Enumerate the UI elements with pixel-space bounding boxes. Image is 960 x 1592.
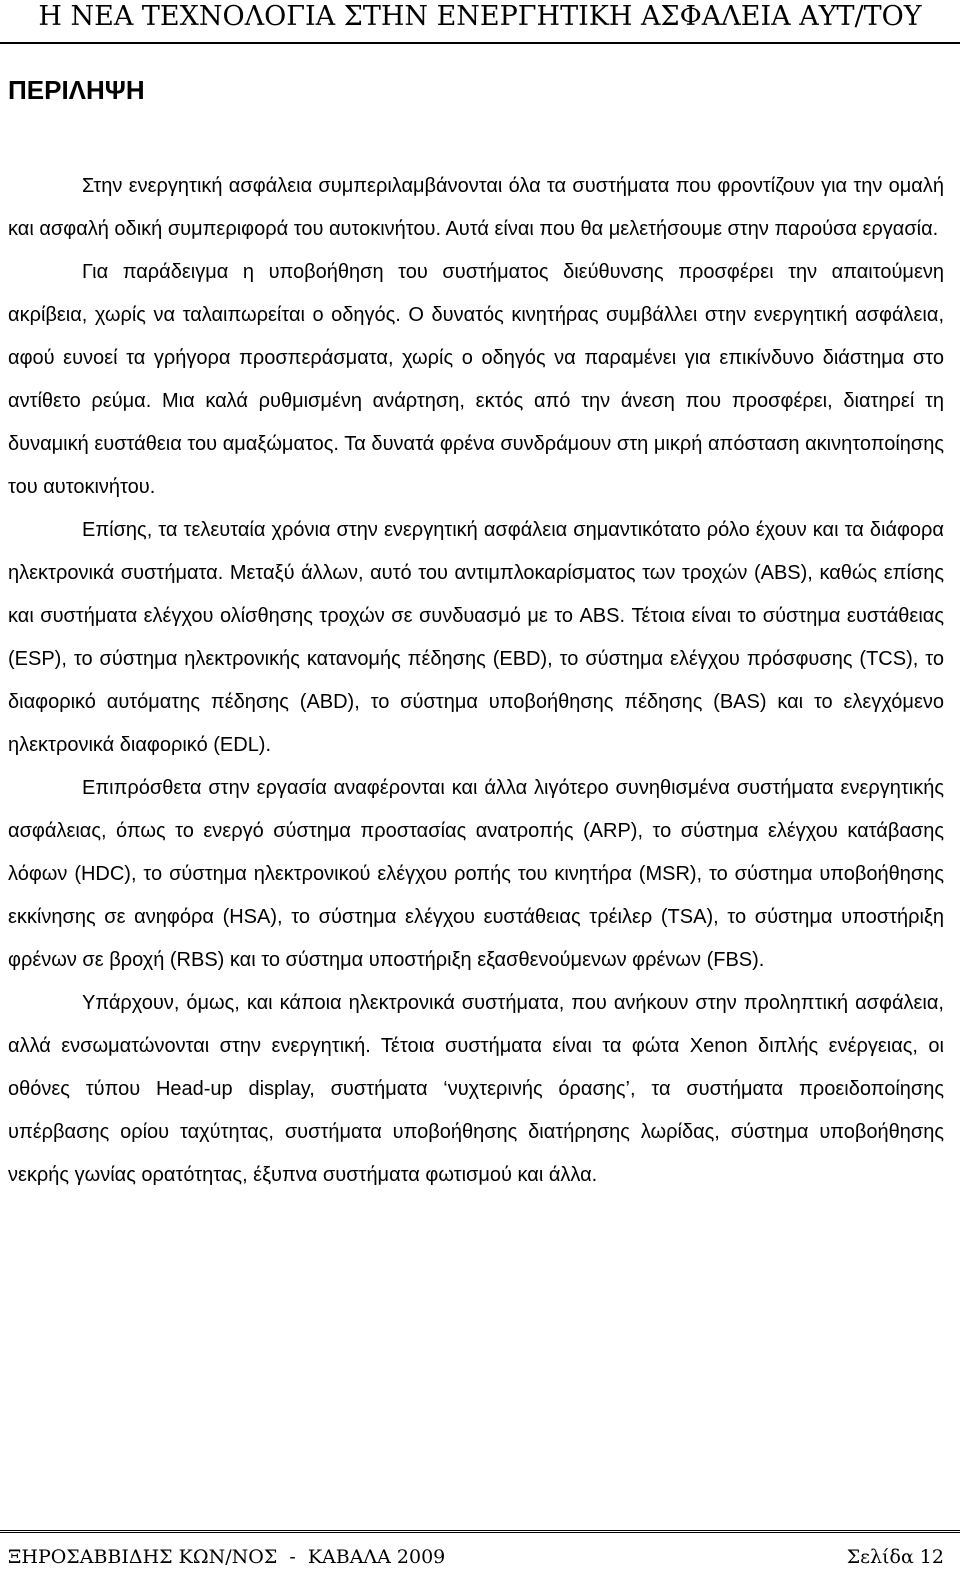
page-footer: [8, 1540, 944, 1574]
document-title: Η ΝΕΑ ΤΕΧΝΟΛΟΓΙΑ ΣΤΗΝ ΕΝΕΡΓΗΤΙΚΗ ΑΣΦΑΛΕΙΑ ΑΥΤ/ΤΟΥ: [38, 1, 922, 32]
footer-divider: [0, 1530, 960, 1533]
page-number: Σελίδα 12: [846, 1546, 944, 1568]
footer-author: ΞΗΡΟΣΑΒΒΙΔΗΣ ΚΩΝ/ΝΟΣ - ΚΑΒΑΛΑ 2009: [8, 1546, 446, 1568]
body-text: [8, 165, 944, 1197]
paragraph-additional-systems: Επιπρόσθετα στην εργασία αναφέρονται και άλλα λιγότερο συνηθισμένα συστήματα ενεργητικής ασφάλειας, όπως το ενεργό σύστημα προστασίας ανατροπής (ARP), το σύστημα ελέγχου κατάβασης λόφων (HDC), το σύστημα ηλεκτρονικού ελέγχου ροπής του κινητήρα (MSR), το σύστημα υποβοήθησης εκκίνησης σε ανηφόρα (HSA), το σύστημα ελέγχου ευστάθειας τρέιλερ (TSA), το σύστημα υποστήριξη φρένων σε βροχή (RBS) και το σύστημα υποστήριξη εξασθενούμενων φρένων (FBS).: [8, 777, 944, 971]
paragraph-examples: Για παράδειγμα η υποβοήθηση του συστήματος διεύθυνσης προσφέρει την απαιτούμενη ακρίβεια, χωρίς να ταλαιπωρείται ο οδηγός. Ο δυνατός κινητήρας συμβάλλει στην ενεργητική ασφάλεια, αφού ευνοεί τα γρήγορα προσπεράσματα, χωρίς ο οδηγός να παραμένει για επικίνδυνο διάστημα στο αντίθετο ρεύμα. Μια καλά ρυθμισμένη ανάρτηση, εκτός από την άνεση που προσφέρει, διατηρεί τη δυναμική ευστάθεια του αμαξώματος. Τα δυνατά φρένα συνδράμουν στη μικρή απόσταση ακινητοποίησης του αυτοκινήτου.: [8, 261, 944, 498]
section-title: ΠΕΡΙΛΗΨΗ: [8, 75, 145, 105]
page-header: [0, 0, 960, 44]
paragraph-electronic-systems: Επίσης, τα τελευταία χρόνια στην ενεργητική ασφάλεια σημαντικότατο ρόλο έχουν και τα διάφορα ηλεκτρονικά συστήματα. Μεταξύ άλλων, αυτό του αντιμπλοκαρίσματος των τροχών (ABS), καθώς επίσης και συστήματα ελέγχου ολίσθησης τροχών σε συνδυασμό με το ABS. Τέτοια είναι το σύστημα ευστάθειας (ESP), το σύστημα ηλεκτρονικής κατανομής πέδησης (EBD), το σύστημα ελέγχου πρόσφυσης (TCS), το διαφορικό αυτόματης πέδησης (ABD), το σύστημα υποβοήθησης πέδησης (BAS) και το ελεγχόμενο ηλεκτρονικά διαφορικό (EDL).: [8, 519, 944, 756]
paragraph-intro: Στην ενεργητική ασφάλεια συμπεριλαμβάνονται όλα τα συστήματα που φροντίζουν για την ομαλή και ασφαλή οδική συμπεριφορά του αυτοκινήτου. Αυτά είναι που θα μελετήσουμε στην παρούσα εργασία.: [8, 175, 944, 240]
paragraph-preventive-systems: Υπάρχουν, όμως, και κάποια ηλεκτρονικά συστήματα, που ανήκουν στην προληπτική ασφάλεια, αλλά ενσωματώνονται στην ενεργητική. Τέτοια συστήματα είναι τα φώτα Xenon διπλής ενέργειας, οι οθόνες τύπου Head-up display, συστήματα ‘νυχτερινής όρασης’, τα συστήματα προειδοποίησης υπέρβασης ορίου ταχύτητας, συστήματα υποβοήθησης διατήρησης λωρίδας, σύστημα υποβοήθησης νεκρής γωνίας ορατότητας, έξυπνα συστήματα φωτισμού και άλλα.: [8, 992, 944, 1186]
